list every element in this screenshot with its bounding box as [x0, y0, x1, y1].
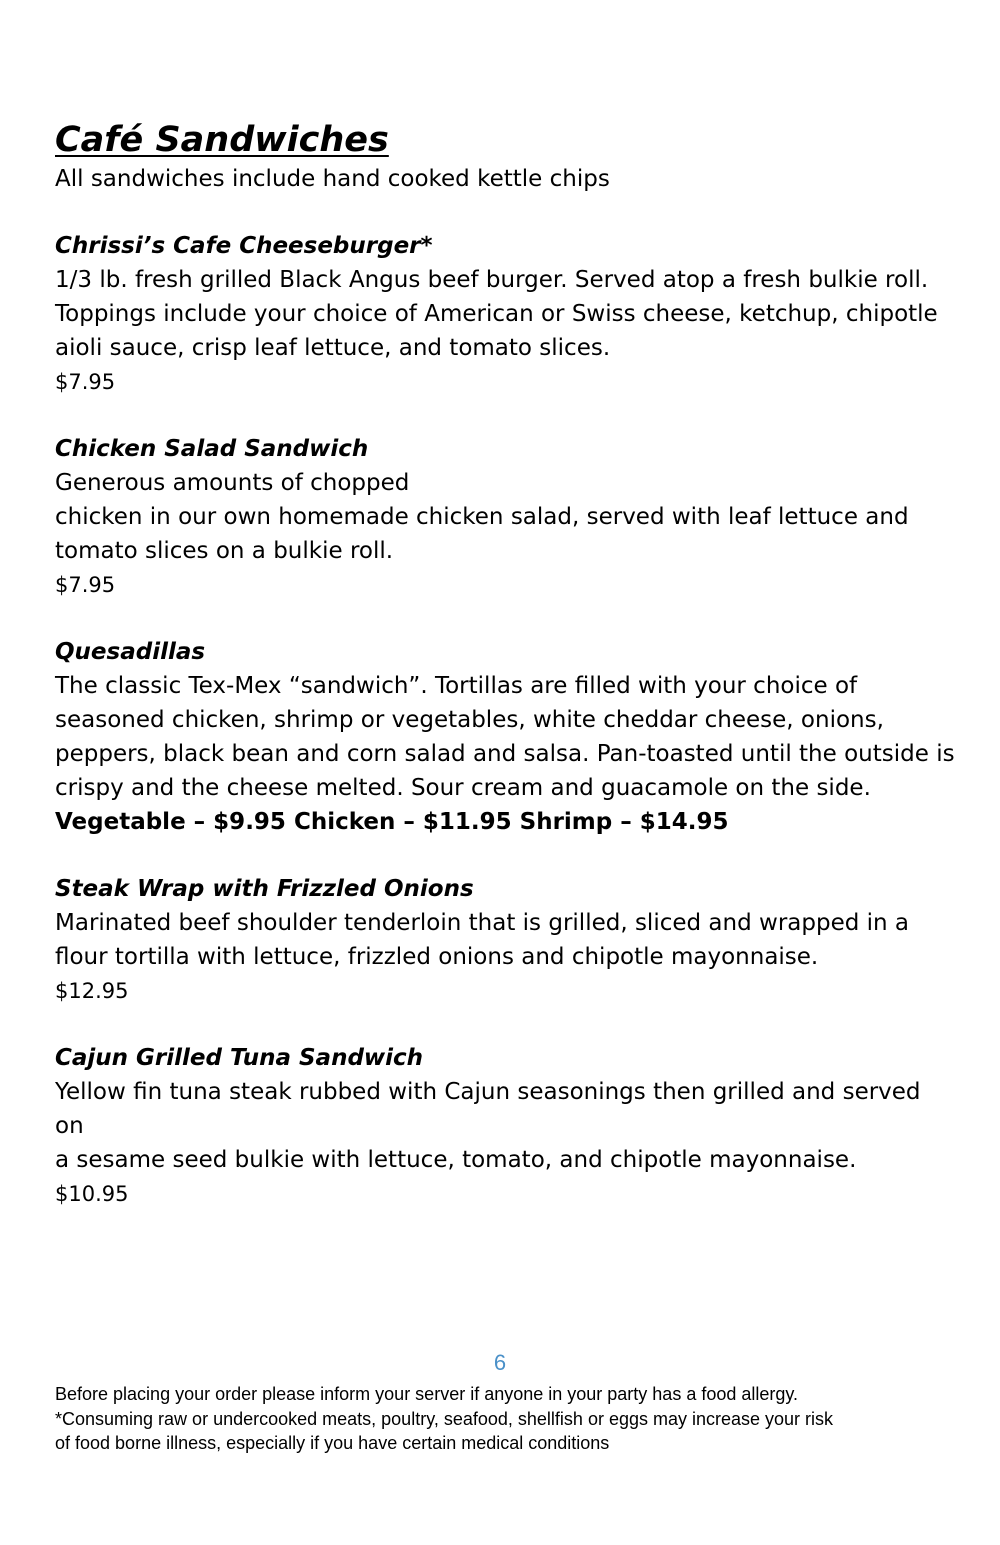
page-number: 6 [493, 1350, 507, 1375]
item-description: Marinated beef shoulder tenderloin that is grilled, sliced and wrapped in a flour tortilla with lettuce, frizzled onions and chipotle mayonnaise. [55, 910, 909, 970]
item-name: Steak Wrap with Frizzled Onions [55, 876, 474, 902]
item-price: $10.95 [55, 1182, 129, 1206]
item-description: Generous amounts of chopped chicken in our own homemade chicken salad, served with leaf lettuce and tomato slices on a bulkie roll. [55, 470, 909, 564]
allergy-notice: Before placing your order please inform your server if anyone in your party has a food allergy. [55, 1384, 799, 1404]
item-price: Vegetable – $9.95 Chicken – $11.95 Shrimp – $14.95 [55, 809, 729, 835]
item-description: Yellow fin tuna steak rubbed with Cajun seasonings then grilled and served on a sesame seed bulkie with lettuce, tomato, and chipotle mayonnaise. [55, 1079, 921, 1173]
item-price: $7.95 [55, 573, 116, 597]
section-title: Café Sandwiches [55, 120, 389, 160]
item-description: The classic Tex-Mex “sandwich”. Tortillas are filled with your choice of seasoned chicken, shrimp or vegetables, white cheddar cheese, onions, peppers, black bean and corn salad and salsa. Pan-toasted until the outside is crispy and the cheese melted. Sour cream and guacamole on the side. [55, 673, 955, 801]
item-name: Chicken Salad Sandwich [55, 436, 369, 462]
menu-page [55, 118, 955, 1211]
item-price: $12.95 [55, 979, 129, 1003]
menu-item-quesadillas [55, 635, 955, 839]
item-name: Cajun Grilled Tuna Sandwich [55, 1045, 424, 1071]
menu-item-cheeseburger [55, 229, 955, 399]
menu-item-cajun-tuna [55, 1041, 955, 1211]
menu-item-chicken-salad [55, 432, 955, 602]
section-subtitle: All sandwiches include hand cooked kettle chips [55, 166, 610, 192]
footer-notice [55, 1382, 955, 1456]
item-name: Chrissi’s Cafe Cheeseburger* [55, 233, 433, 259]
item-name: Quesadillas [55, 639, 206, 665]
consumption-warning: *Consuming raw or undercooked meats, poultry, seafood, shellfish or eggs may increase your risk of food borne illness, especially if you have certain medical conditions [55, 1408, 834, 1453]
menu-item-steak-wrap [55, 872, 955, 1008]
item-description: 1/3 lb. fresh grilled Black Angus beef burger. Served atop a fresh bulkie roll. Toppings include your choice of American or Swiss cheese, ketchup, chipotle aioli sauce, crisp leaf lettuce, and tomato slices. [55, 267, 938, 361]
item-price: $7.95 [55, 370, 116, 394]
